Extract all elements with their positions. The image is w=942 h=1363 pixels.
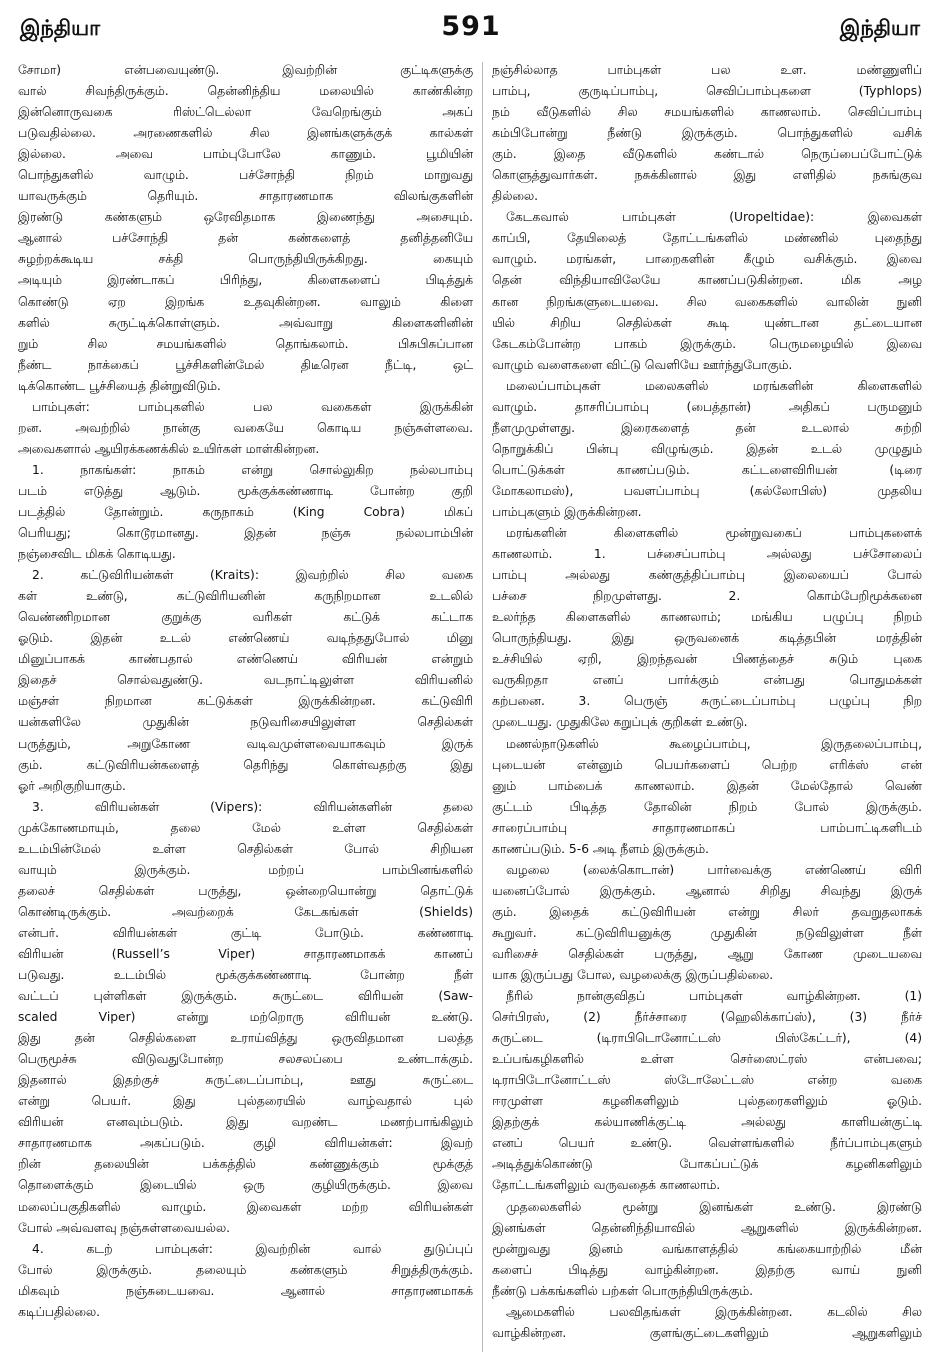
text-line: மலைப்பகுதிகளில் வாழும். இவைகள் மற்ற விரியன்கள் — [18, 1199, 473, 1214]
column-divider — [482, 62, 483, 1352]
text-line: தலைச் செதில்கள் பருத்து, ஒன்றையொன்று தொட்டுக் — [18, 883, 473, 898]
text-line: 1. நாகங்கள்: நாகம் என்று சொல்லுகிற நல்லபாம்பு — [32, 462, 473, 477]
text-line: கொளுத்துவார்கள். நசுக்கினால் இது எளிதில் நசுங்குவ — [492, 168, 922, 183]
text-line: மினுப்பாகக் காண்பதால் எண்ணெய் விரியன் என்றும் — [18, 652, 473, 667]
text-line: பாம்புகளும் இருக்கின்றன. — [492, 504, 642, 519]
left-text-column — [18, 60, 473, 1355]
text-line: வாயும் இருக்கும். மற்றப் பாம்பினங்களில் — [18, 862, 473, 877]
text-line: நீரில் நான்குவிதப் பாம்புகள் வாழ்கின்றன. (1) — [506, 989, 922, 1004]
text-line: இதற்குக் கல்யாணிக்குட்டி அல்லது காளியன்குட்டி — [492, 1115, 922, 1130]
text-line: சோமா) என்பவையுண்டு. இவற்றின் குட்டிகளுக்கு — [18, 63, 473, 77]
text-line: சுழற்றக்கூடிய சக்தி பொருந்தியிருக்கிறது. கையும் — [18, 252, 473, 267]
text-line: டிராபிடோனோட்டஸ் ஸ்டோலேட்டஸ் என்ற வகை — [492, 1073, 922, 1088]
text-line: பெருமூச்சு விடுவதுபோன்ற சலசலப்பை உண்டாக்கும். — [18, 1052, 473, 1067]
text-line: அடியும் இரண்டாகப் பிரிந்து, கிளைகளைப் பிடித்துக் — [18, 273, 473, 288]
text-line: கள் உண்டு, கட்டுவிரியனின் கருநிறமான உடலில் — [18, 589, 473, 604]
text-line: வாழும் வளைகளை விட்டு வெளியே ஊர்ந்துபோகும். — [492, 357, 793, 372]
text-line: வால் சிவந்திருக்கும். தென்னிந்திய மலையில் காண்கின்ற — [18, 84, 473, 99]
text-line: கம்பிபோன்று நீண்டு இருக்கும். பொந்துகளில் வசிக் — [492, 126, 922, 141]
text-line: தொளைக்கும் இடையில் ஒரு குழியிருக்கும். இவை — [18, 1178, 473, 1193]
text-line: வழலை (லைக்கொடான்) பார்வைக்கு எண்ணெய் விரி — [506, 862, 922, 877]
page-number: 591 — [441, 11, 501, 42]
right-text-column — [492, 60, 922, 1355]
text-line: என்று பெயர். இது புல்தரையில் வாழ்வதால் புல் — [18, 1094, 473, 1109]
text-line: உலர்ந்த கிளைகளில் காணலாம்; மங்கிய பழுப்பு நிறம் — [492, 610, 922, 625]
text-line: கேடகவால் பாம்புகள் (Uropeltidae): இவைகள் — [506, 210, 922, 225]
text-line: வட்டப் புள்ளிகள் இருக்கும். சுருட்டை விரியன் (Saw- — [18, 989, 473, 1004]
text-line: னும் பாம்பைக் காணலாம். இதன் மேல்தோல் வெண் — [492, 778, 922, 793]
text-line: பாம்பு, குருடிப்பாம்பு, செவிப்பாம்புகளை (Typhlops) — [492, 84, 922, 99]
text-line: பருத்தும், அறுகோண வடிவமுள்ளவையாகவும் இருக் — [18, 736, 473, 751]
text-line: பொந்துகளில் வாழும். பச்சோந்தி நிறம் மாறுவது — [18, 168, 473, 183]
text-line: போல் இருக்கும். தலையும் கண்களும் சிறுத்திருக்கும். — [18, 1262, 473, 1277]
text-line: கும். கட்டுவிரியன்களைத் தெரிந்து கொள்வதற்கு இது — [18, 757, 473, 772]
text-line: றும் சில சமயங்களில் தொங்கலாம். பிசுபிசுப்பான — [18, 336, 473, 351]
text-line: உப்பங்கழிகளில் உள்ள செர்ஸைட்ரஸ் என்பவை; — [492, 1052, 922, 1067]
text-line: விரியன் எனவும்படும். இது வறண்ட மணற்பாங்கிலும் — [18, 1115, 473, 1130]
text-line: யாவருக்கும் தெரியும். சாதாரணமாக விலங்குகளின் — [18, 189, 473, 204]
text-line: குட்டம் பிடித்த தோலின் நிறம் போல் இருக்கும். — [492, 799, 922, 814]
text-line: றின் தலையின் பக்கத்தில் கண்ணுக்கும் மூக்குத் — [18, 1157, 473, 1172]
text-line: றன. அவற்றில் நான்கு வகையே கொடிய நஞ்சுள்ளவை. — [18, 420, 473, 435]
text-line: அடித்துக்கொண்டு போகப்பட்டுக் கழனிகளிலும் — [492, 1157, 922, 1172]
text-line: முடையது. முதுகிலே கறுப்புக் குறிகள் உண்டு. — [492, 715, 748, 730]
text-line: சாதாரணமாக அகப்படும். குழி விரியன்கள்: இவற் — [18, 1136, 473, 1151]
text-line: படத்தில் தோன்றும். கருநாகம் (King Cobra) மிகப் — [18, 504, 473, 519]
text-line: மஞ்சள் நிறமான கட்டுக்கள் இருக்கின்றன. கட்டுவிரி — [18, 694, 473, 709]
text-line: அவைகளால் ஆயிரக்கணக்கில் உயிர்கள் மாள்கின்றன. — [18, 441, 320, 456]
text-line: செர்பிரஸ், (2) நீர்ச்சாரை (ஹெலிக்காப்ஸ்), (3) நீர்ச் — [492, 1010, 922, 1025]
text-line: வருகிறதா எனப் பார்க்கும் என்பது பொதுமக்கள் — [492, 673, 922, 688]
text-line: வெண்ணிறமான குறுக்கு வரிகள் கட்டுக் கட்டாக — [18, 610, 473, 625]
text-line: பாம்புகள்: பாம்புகளில் பல வகைகள் இருக்கின் — [32, 399, 473, 414]
text-line: தென் விந்தியாவிலேயே காணப்படுகின்றன. மிக அழ — [492, 273, 922, 288]
text-line: ஓர் அறிகுறியாகும். — [18, 778, 126, 793]
text-line: ஆமைகளில் பலவிதங்கள் இருக்கின்றன. கடலில் சில — [506, 1304, 922, 1319]
text-line: விரியன் (Russell’s Viper) சாதாரணமாகக் காணப் — [18, 946, 473, 961]
text-line: நஞ்சில்லாத பாம்புகள் பல உள. மண்ணுளிப் — [492, 63, 922, 77]
text-line: நீண்ட நாக்கைப் பூச்சிகளின்மேல் திடீரென நீட்டி, ஒட் — [18, 357, 473, 372]
text-line: முக்கோணமாயும், தலை மேல் உள்ள செதில்கள் — [18, 820, 473, 835]
text-line: 4. கடற் பாம்புகள்: இவற்றின் வால் துடுப்புப் — [32, 1241, 473, 1256]
text-line: நீளமுமுள்ளது. இரைகளைத் தன் உடலால் சுற்றி — [492, 420, 922, 435]
text-line: யாக இருப்பது போல, வழலைக்கு இருப்பதில்லை. — [492, 968, 774, 983]
text-line: உச்சியில் ஏறி, இறந்தவன் பிணத்தைச் சுடும் புகை — [492, 652, 922, 667]
text-line: மரங்களின் கிளைகளில் மூன்றுவகைப் பாம்புகளைக் — [506, 526, 922, 541]
text-line: கடிப்பதில்லை. — [18, 1304, 100, 1319]
text-line: மோகலாமஸ்), பவளப்பாம்பு (கல்லோபிஸ்) முதலிய — [492, 483, 922, 498]
text-line: புடையன் என்னும் பெயர்களைப் பெற்ற எரிக்ஸ் என் — [492, 757, 922, 772]
text-line: பச்சை நிறமுள்ளது. 2. கொம்பேறிமூக்கனை — [492, 589, 922, 604]
text-line: சுருட்டை (டிராபிடொனோட்டஸ் பிஸ்கேட்டர்), (4) — [492, 1031, 922, 1046]
text-line: ஆனால் பச்சோந்தி தன் கண்களைத் தனித்தனியே — [18, 231, 473, 246]
text-line: இல்லை. அவை பாம்புபோலே காணும். பூமியின் — [18, 147, 473, 162]
text-line: என்பர். விரியன்கள் குட்டி போடும். கண்ணாடி — [18, 925, 473, 940]
text-line: படுவது. உடம்பில் மூக்குக்கண்ணாடி போன்ற நீள் — [18, 968, 473, 983]
text-line: இதனால் இதற்குச் சுருட்டைப்பாம்பு, ஊது சுருட்டை — [18, 1073, 473, 1088]
text-line: கேடகம்போன்ற பாகம் இருக்கும். பெருமழையில் இவை — [492, 336, 922, 351]
text-line: ஓடும். இதன் உடல் எண்ணெய் வடிந்ததுபோல் மினு — [18, 631, 473, 646]
text-line: பெரியது; கொடூரமானது. இதன் நஞ்சு நல்லபாம்பின் — [18, 526, 473, 541]
text-line: 3. விரியன்கள் (Vipers): விரியன்களின் தலை — [32, 799, 473, 814]
text-line: கொண்டு ஏற இறங்க உதவுகின்றன. வாலும் கிளை — [18, 294, 473, 309]
text-line: கொண்டிருக்கும். அவற்றைக் கேடகங்கள் (Shields) — [18, 904, 473, 919]
text-line: வாழும். தாசரிப்பாம்பு (பைத்தான்) அதிகப் பருமனும் — [492, 399, 922, 414]
text-line: இன்னொருவகை ரிஸ்ட்டெல்லா வேறெங்கும் அகப் — [18, 105, 473, 120]
text-line: மலைப்பாம்புகள் மலைகளில் மரங்களின் கிளைகளில் — [506, 378, 922, 393]
text-line: களில் சுருட்டிக்கொள்ளும். அவ்வாறு கிளைகளினின் — [18, 315, 473, 330]
text-line: கும். இதை வீடுகளில் கண்டால் நெருப்பைப்போட்டுக் — [492, 147, 922, 162]
text-line: கூறுவர். கட்டுவிரியனுக்கு முதுகின் நடுவிலுள்ள நீள் — [492, 925, 922, 940]
running-title-left: இந்தியா — [20, 16, 101, 40]
text-line: நஞ்சைவிட மிகக் கொடியது. — [18, 547, 176, 562]
text-line: பொருந்தியது. இது ஒருவனைக் கடித்தபின் மரத்தின் — [492, 631, 922, 646]
text-line: மணல்நாடுகளில் கூழைப்பாம்பு, இருதலைப்பாம்பு, — [506, 736, 922, 751]
text-line: நீண்டு பக்கங்களில் பற்கள் பொருந்தியிருக்கும். — [492, 1283, 754, 1298]
text-line: படம் எடுத்து ஆடும். மூக்குக்கண்ணாடி போன்ற குறி — [18, 483, 473, 498]
text-line: வாழும். மரங்கள், பாறைகளின் கீழும் வசிக்கும். இவை — [492, 252, 922, 267]
text-line: கான நிறங்களுடையவை. சில வகைகளில் வாலின் நுனி — [492, 294, 922, 309]
text-line: காணப்படும். 5-6 அடி நீளம் இருக்கும். — [492, 841, 709, 856]
text-line: கும். இதைக் கட்டுவிரியன் என்று சிலர் தவறுதலாகக் — [492, 904, 922, 919]
text-line: யனைப்போல் இருக்கும். ஆனால் சிறிது சிவந்து இருக் — [492, 883, 922, 898]
text-line: மூன்றுவது இனம் வங்காளத்தில் கங்கையாற்றில் மீன் — [492, 1241, 922, 1256]
text-line: தோட்டங்களிலும் வருவதைக் காணலாம். — [492, 1178, 721, 1193]
text-line: இரண்டு கண்களும் ஒரேவிதமாக இணைந்து அசையும். — [18, 210, 473, 225]
text-line: போல் அவ்வளவு நஞ்சுள்ளவையல்ல. — [18, 1220, 230, 1235]
text-line: சாரைப்பாம்பு சாதாரணமாகப் பாம்பாட்டிகளிடம் — [492, 820, 922, 835]
text-line: முதலைகளில் மூன்று இனங்கள் உண்டு. இரண்டு — [506, 1199, 922, 1214]
text-line: டிக்கொண்ட பூச்சியைத் தின்றுவிடும். — [18, 378, 221, 393]
text-line: 2. கட்டுவிரியன்கள் (Kraits): இவற்றில் சில வகை — [32, 568, 473, 583]
text-line: இனங்கள் தென்னிந்தியாவில் ஆறுகளில் இருக்கின்றன. — [492, 1220, 922, 1235]
text-line: யில் சிறிய செதில்கள் கூடி யுண்டான தட்டையான — [492, 315, 922, 330]
text-line: இது தன் செதில்களை உராய்வித்து ஒருவிதமான பலத்த — [18, 1031, 473, 1046]
text-line: யன்களிலே முதுகின் நடுவரிசையிலுள்ள செதில்கள் — [18, 715, 473, 730]
text-line: இதைச் சொல்வதுண்டு. வடநாட்டிலுள்ள விரியனில் — [18, 673, 473, 688]
text-line: ஈரமுள்ள கழனிகளிலும் புல்தரைகளிலும் ஓடும். — [492, 1094, 922, 1109]
text-line: மிகவும் நஞ்சுடையவை. ஆனால் சாதாரணமாகக் — [18, 1283, 473, 1298]
text-line: நம் வீடுகளில் சில சமயங்களில் காணலாம். செவிப்பாம்பு — [492, 105, 922, 120]
text-line: காணலாம். 1. பச்சைப்பாம்பு அல்லது பச்சோலைப் — [492, 547, 922, 562]
text-line: எனப் பெயர் உண்டு. வெள்ளங்களில் நீர்ப்பாம்புகளும் — [492, 1136, 922, 1151]
text-line: வாழ்கின்றன. குளங்குட்டைகளிலும் ஆறுகளிலும் — [492, 1325, 922, 1340]
text-line: படுவதில்லை. அரணைகளில் சில இனங்களுக்குக் கால்கள் — [18, 126, 473, 141]
text-line: தில்லை. — [492, 189, 539, 204]
text-line: பொட்டுக்கள் காணப்படும். கட்டளைவிரியன் (டிரை — [492, 462, 922, 477]
text-line: நொறுக்கிப் பின்பு விழுங்கும். இதன் உடல் முழுதும் — [492, 441, 922, 456]
text-line: உடம்பின்மேல் உள்ள செதில்கள் போல் சிறியன — [18, 841, 473, 856]
text-line: கற்பனை. 3. பெருஞ் சுருட்டைப்பாம்பு பழுப்பு நிற — [492, 694, 922, 709]
text-line: பாம்பு அல்லது கண்குத்திப்பாம்பு இலையைப் போல் — [492, 568, 922, 583]
text-line: scaled Viper) என்று மற்றொரு விரியன் உண்டு. — [18, 1010, 473, 1025]
running-title-right: இந்தியா — [839, 16, 920, 40]
text-line: களைப் பிடித்து வாழ்கின்றன. இதற்கு வாய் நுனி — [492, 1262, 922, 1277]
page-header — [0, 0, 942, 56]
text-line: காப்பி, தேயிலைத் தோட்டங்களில் மண்ணில் புதைந்து — [492, 231, 922, 246]
text-line: வரிசைச் செதில்கள் பருத்து, ஆறு கோண முடையவை — [492, 946, 922, 961]
